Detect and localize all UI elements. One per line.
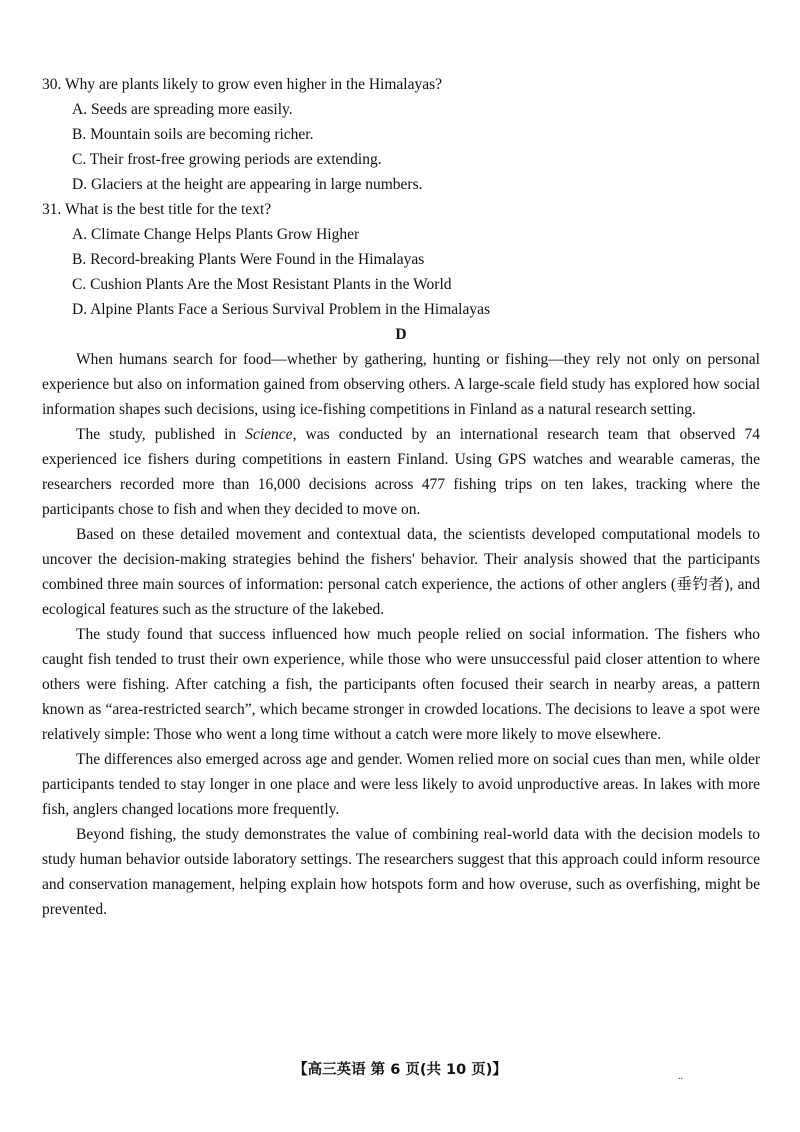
question-31-option-d: D. Alpine Plants Face a Serious Survival Problem in the Himalayas: [72, 301, 491, 318]
journal-name: Science: [245, 426, 293, 443]
question-30-option-c: C. Their frost-free growing periods are extending.: [72, 151, 382, 168]
question-31-option-b: B. Record-breaking Plants Were Found in the Himalayas: [72, 251, 425, 268]
paragraph-2-intro: The study, published in: [76, 426, 246, 443]
question-30-option-d: D. Glaciers at the height are appearing in large numbers.: [72, 176, 423, 193]
passage-paragraph-3: Based on these detailed movement and contextual data, the scientists developed computational models to uncover the decision-making strategies behind the fishers' behavior. Their analysis showed that the participants combined three main sources of information: personal catch experience, the actions of other anglers (垂钓者), and ecological features such as the structure of the lakebed.: [42, 526, 760, 618]
passage-paragraph-5: The differences also emerged across age and gender. Women relied more on social cues than men, while older participants tended to stay longer in one place and were less likely to avoid unproductive areas. In lakes with more fish, anglers changed locations more frequently.: [42, 751, 760, 818]
question-31-option-a: A. Climate Change Helps Plants Grow Higher: [72, 226, 360, 243]
page-footer: 【高三英语 第 6 页(共 10 页)】: [293, 1062, 507, 1078]
question-31-option-c: C. Cushion Plants Are the Most Resistant Plants in the World: [72, 276, 452, 293]
paragraph-2-body: , was conducted by an international research team that observed 74 experienced ice fishers during competitions in eastern Finland. Using GPS watches and wearable cameras, the researchers recorded more than 16,000 decisions across 477 fishing trips on ten lakes, tracking where the participants chose to fish and when they decided to move on.: [42, 426, 760, 518]
passage-paragraph-2: [42, 422, 760, 522]
question-30-stem: 30. Why are plants likely to grow even higher in the Himalayas?: [42, 76, 443, 93]
passage-paragraph-6: Beyond fishing, the study demonstrates the value of combining real-world data with the decision models to study human behavior outside laboratory settings. The researchers suggest that this approach could inform resource and conservation management, helping explain how hotspots form and how overuse, such as overfishing, might be prevented.: [42, 826, 760, 918]
exam-page: [42, 72, 760, 922]
passage-paragraph-4: The study found that success influenced how much people relied on social information. The fishers who caught fish tended to trust their own experience, while those who were unsuccessful paid closer attention to where others were fishing. After catching a fish, the participants often focused their search in nearby areas, a pattern known as “area-restricted search”, which became stronger in crowded locations. The decisions to leave a spot were relatively simple: Those who went a long time without a catch were more likely to move elsewhere.: [42, 626, 760, 743]
question-30-option-b: B. Mountain soils are becoming richer.: [72, 126, 314, 143]
corner-mark: ..: [678, 1071, 683, 1082]
passage-paragraph-1: When humans search for food—whether by gathering, hunting or fishing—they rely not only on personal experience but also on information gained from observing others. A large-scale field study has explored how social information shapes such decisions, using ice-fishing competitions in Finland as a natural research setting.: [42, 351, 760, 418]
question-30-option-a: A. Seeds are spreading more easily.: [72, 101, 293, 118]
question-31-stem: 31. What is the best title for the text?: [42, 201, 272, 218]
passage-heading: D: [395, 326, 407, 343]
